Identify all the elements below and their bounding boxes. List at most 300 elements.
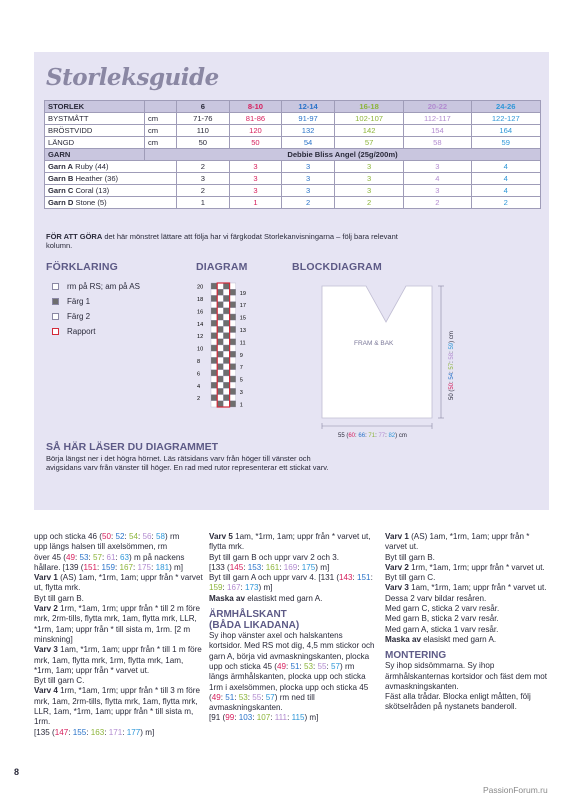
table-cell: 154 [404, 125, 471, 137]
chart-cell [211, 295, 217, 301]
header-cell: 12-14 [282, 101, 335, 113]
text-run: 1am, *1rm, 1am; uppr från * varvet ut, flytta mrk. [209, 532, 371, 552]
yarn-row-label [45, 185, 177, 197]
text-run: 151 [83, 562, 98, 572]
text-run: ÄRMHÅLSKANT [209, 609, 287, 621]
chart-cell [223, 388, 229, 394]
chart-cell [223, 320, 229, 326]
measure-part: 55 ( [338, 433, 349, 439]
table-cell: 50 [177, 137, 230, 149]
row-number-left: 12 [197, 334, 204, 341]
chart-cell [230, 401, 236, 407]
row-number-left: 20 [197, 284, 204, 291]
measure-part: 60 [348, 433, 356, 439]
chart-cell [217, 333, 223, 339]
chart-cell [217, 364, 223, 370]
chart-cell [211, 401, 217, 407]
measure-part: : [449, 359, 455, 363]
text-run: : [299, 661, 304, 671]
text-run: : [86, 727, 91, 737]
paragraph [385, 625, 551, 635]
text-run: ) m] [315, 562, 330, 572]
chart-cell [223, 376, 229, 382]
text-run: : [326, 661, 331, 671]
paragraph [385, 661, 551, 692]
table-cell: 1 [229, 197, 282, 209]
chart-cell [217, 320, 223, 326]
bold-term: Varv 2 [385, 562, 409, 572]
text-run: ) m på nackens [129, 552, 185, 562]
table-cell: 4 [404, 173, 471, 185]
row-number-left: 6 [197, 371, 201, 378]
chart-cell [217, 357, 223, 363]
legend-title: FÖRKLARING [46, 261, 118, 273]
text-run: Med garn C, sticka 2 varv resår. [385, 604, 500, 614]
chart-cell [211, 364, 217, 370]
bold-term: Varv 1 [34, 573, 58, 583]
text-run: : [104, 727, 109, 737]
yarn-code: Garn C [48, 186, 74, 195]
text-run: 177 [126, 727, 141, 737]
chart-cell [230, 388, 236, 394]
section-heading [209, 609, 375, 620]
legend-item [52, 297, 90, 306]
text-run: : [287, 713, 292, 723]
text-run: ) m] [258, 583, 273, 593]
text-run: ) rm [165, 532, 180, 541]
text-run: ) m] [169, 562, 184, 572]
text-run: 1rm, *1am, 1rm; uppr från * varvet ut. [408, 562, 545, 572]
bold-term: Varv 4 [34, 686, 58, 696]
table-cell: 58 [404, 137, 471, 149]
text-run: 52 [115, 532, 125, 541]
table-cell: 71-76 [177, 113, 230, 125]
yarn-name: Debbie Bliss Angel (25g/200m) [145, 149, 541, 161]
section-heading [385, 650, 551, 661]
measure-part: : [449, 379, 455, 383]
paragraph [209, 631, 375, 713]
yarn-code: Garn D [48, 198, 74, 207]
text-run: ) rm längs ärmhålskanten, plocka upp och sticka 1rm i axelsömmen, plocka upp och sticka 45 ( [209, 661, 369, 702]
table-row [45, 197, 541, 209]
text-run: : [285, 661, 291, 671]
yarn-row-label [45, 161, 177, 173]
text-run: : [122, 727, 127, 737]
reading-text: Börja längst ner i det högra hörnet. Läs rätsidans varv från höger till vänster och avigsidans varv från vänster till höger. En rad med rutor representerar ett stickat varv. [46, 454, 329, 473]
measure-part: : [355, 433, 359, 439]
chart-cell [211, 308, 217, 314]
chart-cell [223, 395, 229, 401]
text-run: : [234, 692, 239, 702]
chart-cell [223, 289, 229, 295]
header-cell [145, 101, 177, 113]
section-heading [209, 620, 375, 631]
text-run: Byt till garn B och uppr varv 2 och 3. [209, 552, 340, 562]
chart-cell [230, 370, 236, 376]
yarn-row-label [45, 173, 177, 185]
text-run: 55 [252, 692, 262, 702]
chart-cell [217, 388, 223, 394]
table-cell: 4 [471, 173, 541, 185]
text-run: [135 ( [34, 727, 55, 737]
table-row [45, 125, 541, 137]
text-run: 58 [156, 532, 166, 541]
text-run: 1am, *1rm, 1am; uppr från * varvet ut. [408, 583, 547, 593]
chart-cell [211, 302, 217, 308]
text-run: : [222, 583, 228, 593]
row-number-left: 2 [197, 396, 201, 403]
text-run: 175 [301, 562, 316, 572]
chart-cell [230, 333, 236, 339]
color-note [46, 232, 406, 250]
text-run: 99 [225, 713, 235, 723]
paragraph [34, 728, 204, 738]
chart-cell [217, 314, 223, 320]
text-run: : [151, 562, 156, 572]
text-run: 103 [238, 713, 253, 723]
text-run: 159 [101, 562, 116, 572]
paragraph [34, 553, 204, 563]
text-run: : [74, 552, 80, 562]
chart-cell [211, 339, 217, 345]
text-run: 57 [265, 692, 275, 702]
chart-cell [230, 376, 236, 382]
chart-cell [217, 351, 223, 357]
text-run: (BÅDA LIKADANA) [209, 620, 300, 632]
text-run: Fäst alla trådar. Blocka enligt måtten, följ skötselråden på nystanets banderoll. [385, 692, 531, 712]
chart-cell [230, 314, 236, 320]
chart-cell [223, 339, 229, 345]
table-cell: 3 [334, 173, 403, 185]
table-cell: 164 [471, 125, 541, 137]
text-run: 107 [256, 713, 271, 723]
table-cell: 2 [177, 185, 230, 197]
table-cell: 54 [282, 137, 335, 149]
text-run: Med garn B, sticka 2 varv resår. [385, 614, 499, 624]
text-run: Sy ihop vänster axel och halskantens kortsidor. Med RS mot dig, 4,5 mm stickor och garn A, börja vid avmaskningskanten, plocka upp och sticka 45 ( [209, 631, 375, 671]
yarn-row-label [45, 197, 177, 209]
legend-label: rm på RS; am på AS [67, 282, 140, 291]
note-bold: FÖR ATT GÖRA [46, 232, 103, 241]
chart-cell [223, 302, 229, 308]
block-label: FRAM & BAK [354, 340, 394, 347]
chart-cell [211, 382, 217, 388]
diagram-title: DIAGRAM [196, 261, 248, 273]
chart-cell [230, 308, 236, 314]
text-column-1 [34, 532, 204, 738]
row-label: BRÖSTVIDD [45, 125, 145, 137]
text-run: : [102, 552, 107, 562]
table-cell: 3 [282, 185, 335, 197]
paragraph [385, 553, 551, 563]
chart-cell [217, 302, 223, 308]
chart-cell [217, 339, 223, 345]
row-number-left: 18 [197, 296, 204, 303]
unit-cell: cm [145, 113, 177, 125]
text-run: över 45 ( [34, 552, 66, 562]
text-run: 155 [72, 727, 87, 737]
row-number-right: 7 [239, 365, 243, 372]
bold-term: Varv 1 [385, 532, 409, 541]
table-cell: 112-117 [404, 113, 471, 125]
paragraph [34, 563, 204, 573]
text-run: : [110, 532, 116, 541]
chart-cell [223, 314, 229, 320]
bold-term: Maska av [209, 593, 245, 603]
text-run: : [279, 562, 284, 572]
chart-cell [223, 364, 229, 370]
text-run: 173 [245, 583, 259, 593]
paragraph [385, 594, 551, 604]
text-run: : [370, 573, 373, 583]
paragraph [385, 692, 551, 713]
text-run: : [137, 532, 143, 541]
text-run: 61 [106, 552, 116, 562]
measure-part: 50 [449, 382, 455, 390]
text-run: 56 [142, 532, 152, 541]
table-cell: 3 [404, 161, 471, 173]
text-run: 53 [238, 692, 248, 702]
paragraph [34, 573, 204, 594]
page-number: 8 [14, 767, 20, 777]
paragraph [34, 594, 204, 604]
text-run: 55 [317, 661, 327, 671]
text-run: upp längs halsen till axelsömmen, rm [34, 542, 168, 552]
row-number-right: 11 [239, 340, 246, 347]
chart-cell [223, 333, 229, 339]
chart-cell [230, 351, 236, 357]
text-run: : [247, 692, 253, 702]
measure-part: : [365, 433, 369, 439]
width-measure [338, 433, 407, 439]
text-run: Byt till garn A och uppr varv 4. [131 ( [209, 573, 340, 583]
text-run: 167 [227, 583, 241, 593]
yarn-color-name: Heather (36) [73, 174, 119, 183]
paragraph [34, 686, 204, 727]
chart-cell [223, 308, 229, 314]
text-run: : [220, 692, 226, 702]
table-cell: 142 [334, 125, 403, 137]
text-column-3 [385, 532, 551, 713]
text-column-2 [209, 532, 375, 724]
legend-item [52, 282, 140, 291]
chart-cell [217, 295, 223, 301]
legend-swatch [52, 313, 59, 320]
measure-part: ) cm [395, 433, 407, 439]
chart-cell [230, 326, 236, 332]
text-run: 57 [331, 661, 341, 671]
text-run: upp och sticka 46 ( [34, 532, 102, 541]
header-cell: 6 [177, 101, 230, 113]
chart-cell [223, 345, 229, 351]
text-run: : [88, 552, 93, 562]
text-run: ) m] [304, 713, 319, 723]
chart-cell [217, 289, 223, 295]
paragraph [385, 563, 551, 573]
chart-cell [211, 351, 217, 357]
row-number-right: 9 [239, 352, 243, 359]
chart-cell [211, 283, 217, 289]
chart-cell [211, 333, 217, 339]
blockdiagram-title: BLOCKDIAGRAM [292, 261, 382, 273]
table-cell: 3 [282, 161, 335, 173]
header-cell: 8-10 [229, 101, 282, 113]
text-run: 1am, *1rm, 1am; uppr från * till 1 m före mrk, 1am, flytta mrk, 1rm, flytta mrk, 1am, *1rm, 1am; uppr från * varvet ut. [34, 645, 202, 675]
watermark: PassionForum.ru [483, 785, 548, 795]
height-measure [449, 331, 455, 400]
table-row [45, 185, 541, 197]
table-cell: 3 [229, 173, 282, 185]
text-run: : [115, 552, 121, 562]
table-header-row [45, 101, 541, 113]
text-run: 175 [137, 562, 152, 572]
table-cell: 50 [229, 137, 282, 149]
text-run: ) rm ned till avmaskningskanten. [209, 692, 315, 713]
measure-part: : [449, 349, 455, 353]
text-run: hållare. [139 ( [34, 562, 84, 572]
yarn-header-row [45, 149, 541, 161]
chart-cell [217, 283, 223, 289]
text-run: 171 [108, 727, 123, 737]
chart-cell [223, 351, 229, 357]
measure-part: 82 [388, 433, 396, 439]
text-run: 161 [265, 562, 280, 572]
text-run: 51 [290, 661, 300, 671]
chart-cell [211, 388, 217, 394]
chart-cell [217, 370, 223, 376]
paragraph [385, 614, 551, 624]
text-run: Dessa 2 varv bildar resåren. [385, 593, 487, 603]
measure-part: : [449, 369, 455, 373]
chart-cell [223, 401, 229, 407]
table-cell: 57 [334, 137, 403, 149]
text-run: : [133, 562, 138, 572]
legend-swatch [52, 298, 59, 305]
text-run: : [261, 562, 266, 572]
row-number-left: 16 [197, 309, 204, 316]
measure-part: 57 [449, 362, 455, 370]
text-run: : [115, 562, 120, 572]
table-cell: 4 [471, 161, 541, 173]
chart-cell [230, 289, 236, 295]
table-cell: 3 [404, 185, 471, 197]
legend-label: Färg 2 [67, 312, 91, 321]
table-cell: 3 [282, 173, 335, 185]
table-cell: 81-86 [229, 113, 282, 125]
text-run: Byt till garn C. [385, 573, 436, 583]
text-run: MONTERING [385, 650, 447, 662]
table-cell: 120 [229, 125, 282, 137]
yarn-color-name: Ruby (44) [73, 162, 109, 171]
row-number-right: 19 [239, 290, 247, 297]
row-label: LÄNGD [45, 137, 145, 149]
chart-cell [230, 395, 236, 401]
measure-part: 58 [449, 352, 455, 360]
text-run: : [151, 532, 156, 541]
text-run: ) m] [140, 727, 155, 737]
paragraph [385, 573, 551, 583]
measure-part: 54 [449, 372, 455, 380]
text-run: 49 [211, 692, 221, 702]
text-run: (AS) 1am, *1rm, 1am; uppr från * varvet ut. [385, 532, 530, 552]
chart-cell [223, 326, 229, 332]
text-run: [133 ( [209, 562, 230, 572]
paragraph [209, 594, 375, 604]
text-run: Med garn A, sticka 1 varv resår. [385, 624, 499, 634]
text-run: 163 [90, 727, 105, 737]
table-cell: 4 [471, 185, 541, 197]
table-row [45, 137, 541, 149]
chart-cell [211, 345, 217, 351]
paragraph [209, 553, 375, 563]
table-cell: 2 [471, 197, 541, 209]
guide-title: Storleksguide [46, 64, 219, 91]
text-run: 51 [225, 692, 235, 702]
legend-item [52, 327, 95, 336]
row-number-left: 10 [197, 346, 204, 353]
text-run: 63 [120, 552, 130, 562]
unit-cell: cm [145, 125, 177, 137]
size-guide-panel [34, 52, 549, 510]
table-cell: 3 [229, 161, 282, 173]
chart-cell [223, 382, 229, 388]
note-text: det här mönstret lättare att följa har vi färgkodat Storlekanvisningarna – följ bara relevant kolumn. [46, 232, 398, 250]
legend-swatch [52, 328, 59, 335]
paragraph [209, 713, 375, 723]
legend-item [52, 312, 90, 321]
text-run: 57 [92, 552, 102, 562]
yarn-color-name: Coral (13) [73, 186, 110, 195]
paragraph [34, 645, 204, 676]
table-cell: 102-107 [334, 113, 403, 125]
text-run: 53 [303, 661, 313, 671]
bold-term: Varv 3 [34, 645, 58, 655]
chart-cell [230, 357, 236, 363]
paragraph [385, 604, 551, 614]
chart-cell [223, 283, 229, 289]
measure-part: ) cm [449, 331, 455, 343]
header-cell: 20-22 [404, 101, 471, 113]
text-run: : [297, 562, 302, 572]
measure-part: : [375, 433, 379, 439]
chart-cell [211, 395, 217, 401]
text-run: 147 [54, 727, 69, 737]
size-table [44, 100, 541, 209]
chart-cell [211, 376, 217, 382]
text-run: 143 [339, 573, 353, 583]
chart-cell [230, 302, 236, 308]
header-cell: 16-18 [334, 101, 403, 113]
table-row [45, 161, 541, 173]
chart-cell [211, 326, 217, 332]
measure-part: 59 [449, 342, 455, 350]
legend-label: Rapport [67, 327, 96, 336]
text-run: Sy ihop sidsömmarna. Sy ihop ärmhålskanternas kortsidor och fäst dem mot avmaskningskanten. [385, 661, 547, 691]
text-run: : [243, 562, 248, 572]
text-run: : [124, 532, 129, 541]
bold-term: Varv 5 [209, 532, 233, 541]
unit-cell: cm [145, 137, 177, 149]
text-run: 115 [291, 713, 305, 723]
table-cell: 2 [177, 161, 230, 173]
header-cell: STORLEK [45, 101, 145, 113]
measure-part: 77 [378, 433, 386, 439]
chart-cell [230, 339, 236, 345]
text-run: (AS) 1am, *1rm, 1am; uppr från * varvet ut, flytta mrk. [34, 573, 203, 593]
chart-cell [230, 364, 236, 370]
bold-term: Varv 2 [34, 604, 58, 614]
text-run: elastiskt med garn A. [245, 593, 323, 603]
